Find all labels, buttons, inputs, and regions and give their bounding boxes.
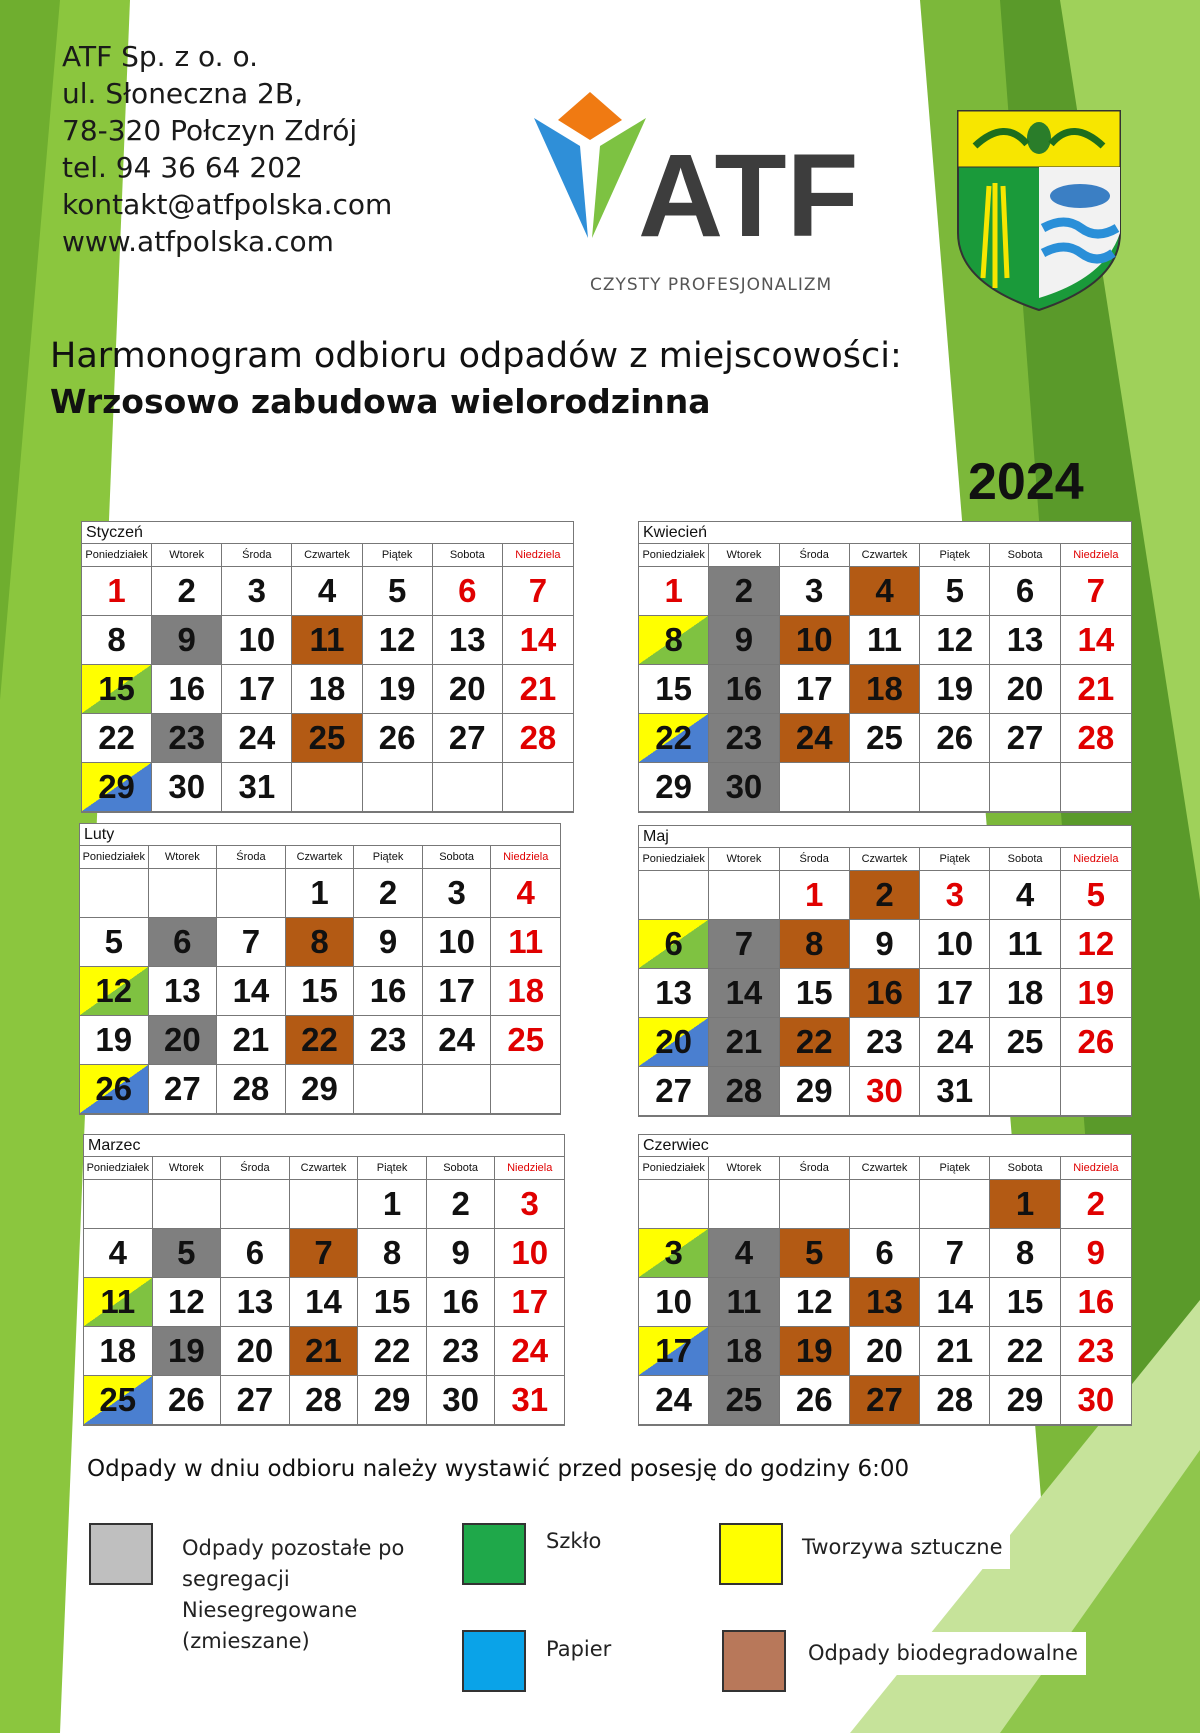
empty-day-cell — [423, 1065, 492, 1114]
day-cell: 29 — [639, 763, 709, 812]
weekday-header: Czwartek — [850, 848, 920, 871]
empty-day-cell — [503, 763, 573, 812]
day-cell: 9 — [709, 616, 779, 665]
day-cell: 25 — [491, 1016, 560, 1065]
day-cell: 21 — [503, 665, 573, 714]
weekday-header: Wtorek — [152, 544, 222, 567]
day-cell: 29 — [358, 1376, 427, 1425]
day-cell: 20 — [639, 1018, 709, 1067]
day-cell: 6 — [433, 567, 503, 616]
atf-logo — [528, 88, 868, 298]
day-cell: 15 — [82, 665, 152, 714]
day-cell: 1 — [358, 1180, 427, 1229]
legend-swatch-paper — [462, 1630, 526, 1692]
day-cell: 7 — [503, 567, 573, 616]
day-cell: 23 — [354, 1016, 423, 1065]
day-cell: 31 — [222, 763, 292, 812]
day-cell: 2 — [427, 1180, 496, 1229]
company-contact — [62, 38, 392, 260]
weekday-header: Niedziela — [1061, 848, 1131, 871]
weekday-header: Niedziela — [503, 544, 573, 567]
empty-day-cell — [990, 763, 1060, 812]
day-cell: 1 — [780, 871, 850, 920]
empty-day-cell — [850, 1180, 920, 1229]
day-cell: 16 — [427, 1278, 496, 1327]
empty-day-cell — [709, 871, 779, 920]
day-cell: 27 — [433, 714, 503, 763]
day-cell: 12 — [363, 616, 433, 665]
day-cell: 14 — [290, 1278, 359, 1327]
day-cell: 27 — [221, 1376, 290, 1425]
empty-day-cell — [292, 763, 362, 812]
empty-day-cell — [491, 1065, 560, 1114]
legend-swatch-bio — [722, 1630, 786, 1692]
day-cell: 15 — [780, 969, 850, 1018]
weekday-header: Środa — [217, 846, 286, 869]
crest-icon — [955, 108, 1123, 313]
legend-label-bio: Odpady biodegradowalne — [800, 1632, 1086, 1675]
day-cell: 19 — [80, 1016, 149, 1065]
month-name: Czerwiec — [639, 1135, 1131, 1157]
day-cell: 6 — [221, 1229, 290, 1278]
day-cell: 13 — [433, 616, 503, 665]
day-cell: 14 — [217, 967, 286, 1016]
weekday-header: Poniedziałek — [639, 1157, 709, 1180]
day-cell: 10 — [222, 616, 292, 665]
day-cell: 5 — [363, 567, 433, 616]
day-cell: 24 — [780, 714, 850, 763]
calendar-april — [638, 521, 1132, 813]
day-cell: 29 — [82, 763, 152, 812]
day-cell: 12 — [80, 967, 149, 1016]
day-cell: 10 — [780, 616, 850, 665]
empty-day-cell — [920, 763, 990, 812]
day-cell: 6 — [639, 920, 709, 969]
weekday-header: Piątek — [363, 544, 433, 567]
day-cell: 24 — [222, 714, 292, 763]
empty-day-cell — [1061, 1067, 1131, 1116]
day-cell: 16 — [709, 665, 779, 714]
day-cell: 20 — [850, 1327, 920, 1376]
day-cell: 23 — [850, 1018, 920, 1067]
day-cell: 18 — [491, 967, 560, 1016]
day-cell: 1 — [82, 567, 152, 616]
day-cell: 28 — [503, 714, 573, 763]
day-cell: 26 — [80, 1065, 149, 1114]
empty-day-cell — [709, 1180, 779, 1229]
day-cell: 20 — [990, 665, 1060, 714]
day-cell: 19 — [363, 665, 433, 714]
day-cell: 23 — [427, 1327, 496, 1376]
day-cell: 23 — [152, 714, 222, 763]
day-cell: 30 — [152, 763, 222, 812]
day-cell: 13 — [850, 1278, 920, 1327]
calendar-january — [81, 521, 574, 813]
day-cell: 3 — [639, 1229, 709, 1278]
calendar-may — [638, 825, 1132, 1117]
day-cell: 9 — [427, 1229, 496, 1278]
company-website: www.atfpolska.com — [62, 225, 334, 258]
day-cell: 25 — [709, 1376, 779, 1425]
pickup-note: Odpady w dniu odbioru należy wystawić przed posesję do godziny 6:00 — [87, 1456, 910, 1482]
day-cell: 14 — [709, 969, 779, 1018]
empty-day-cell — [639, 871, 709, 920]
day-cell: 21 — [920, 1327, 990, 1376]
day-cell: 27 — [850, 1376, 920, 1425]
month-name: Styczeń — [82, 522, 573, 544]
day-cell: 15 — [990, 1278, 1060, 1327]
day-cell: 14 — [1061, 616, 1131, 665]
weekday-header: Wtorek — [153, 1157, 222, 1180]
day-cell: 7 — [709, 920, 779, 969]
day-cell: 9 — [152, 616, 222, 665]
day-cell: 19 — [1061, 969, 1131, 1018]
day-cell: 5 — [1061, 871, 1131, 920]
weekday-header: Poniedziałek — [639, 544, 709, 567]
day-cell: 6 — [990, 567, 1060, 616]
day-cell: 5 — [80, 918, 149, 967]
empty-day-cell — [80, 869, 149, 918]
day-cell: 8 — [286, 918, 355, 967]
day-cell: 21 — [1061, 665, 1131, 714]
weekday-header: Sobota — [990, 544, 1060, 567]
day-cell: 11 — [990, 920, 1060, 969]
day-cell: 17 — [495, 1278, 564, 1327]
weekday-header: Środa — [222, 544, 292, 567]
weekday-header: Wtorek — [709, 1157, 779, 1180]
day-cell: 6 — [149, 918, 218, 967]
day-cell: 18 — [990, 969, 1060, 1018]
day-cell: 12 — [153, 1278, 222, 1327]
day-cell: 12 — [1061, 920, 1131, 969]
weekday-header: Piątek — [920, 848, 990, 871]
weekday-header: Piątek — [354, 846, 423, 869]
empty-day-cell — [354, 1065, 423, 1114]
day-cell: 4 — [709, 1229, 779, 1278]
day-cell: 2 — [1061, 1180, 1131, 1229]
empty-day-cell — [920, 1180, 990, 1229]
month-name: Kwiecień — [639, 522, 1131, 544]
day-cell: 19 — [920, 665, 990, 714]
empty-day-cell — [780, 763, 850, 812]
weekday-header: Piątek — [920, 1157, 990, 1180]
day-cell: 11 — [292, 616, 362, 665]
day-cell: 7 — [290, 1229, 359, 1278]
empty-day-cell — [217, 869, 286, 918]
weekday-header: Sobota — [990, 848, 1060, 871]
day-cell: 15 — [639, 665, 709, 714]
day-cell: 3 — [920, 871, 990, 920]
day-cell: 30 — [850, 1067, 920, 1116]
day-cell: 10 — [639, 1278, 709, 1327]
empty-day-cell — [363, 763, 433, 812]
day-cell: 11 — [84, 1278, 153, 1327]
day-cell: 31 — [920, 1067, 990, 1116]
day-cell: 24 — [639, 1376, 709, 1425]
day-cell: 29 — [286, 1065, 355, 1114]
day-cell: 28 — [709, 1067, 779, 1116]
day-cell: 3 — [780, 567, 850, 616]
weekday-header: Środa — [780, 544, 850, 567]
day-cell: 22 — [82, 714, 152, 763]
day-cell: 15 — [286, 967, 355, 1016]
day-cell: 22 — [286, 1016, 355, 1065]
logo-tagline: CZYSTY PROFESJONALIZM — [590, 275, 833, 295]
day-cell: 17 — [222, 665, 292, 714]
day-cell: 12 — [920, 616, 990, 665]
day-cell: 30 — [1061, 1376, 1131, 1425]
day-cell: 18 — [292, 665, 362, 714]
day-cell: 3 — [222, 567, 292, 616]
empty-day-cell — [780, 1180, 850, 1229]
empty-day-cell — [639, 1180, 709, 1229]
company-email: kontakt@atfpolska.com — [62, 188, 393, 221]
day-cell: 7 — [920, 1229, 990, 1278]
weekday-header: Niedziela — [1061, 544, 1131, 567]
day-cell: 4 — [491, 869, 560, 918]
day-cell: 4 — [84, 1229, 153, 1278]
day-cell: 2 — [152, 567, 222, 616]
company-city: 78-320 Połczyn Zdrój — [62, 114, 358, 147]
day-cell: 19 — [153, 1327, 222, 1376]
day-cell: 28 — [217, 1065, 286, 1114]
day-cell: 11 — [709, 1278, 779, 1327]
day-cell: 28 — [1061, 714, 1131, 763]
day-cell: 30 — [709, 763, 779, 812]
day-cell: 19 — [780, 1327, 850, 1376]
weekday-header: Czwartek — [850, 544, 920, 567]
day-cell: 31 — [495, 1376, 564, 1425]
day-cell: 10 — [423, 918, 492, 967]
day-cell: 2 — [354, 869, 423, 918]
day-cell: 2 — [709, 567, 779, 616]
day-cell: 10 — [920, 920, 990, 969]
day-cell: 26 — [780, 1376, 850, 1425]
day-cell: 14 — [920, 1278, 990, 1327]
weekday-header: Piątek — [920, 544, 990, 567]
logo-text: ATF — [638, 130, 859, 262]
day-cell: 21 — [217, 1016, 286, 1065]
empty-day-cell — [221, 1180, 290, 1229]
year-label: 2024 — [968, 453, 1084, 511]
calendar-february — [79, 823, 561, 1115]
empty-day-cell — [990, 1067, 1060, 1116]
day-cell: 4 — [292, 567, 362, 616]
day-cell: 25 — [850, 714, 920, 763]
weekday-header: Poniedziałek — [84, 1157, 153, 1180]
day-cell: 8 — [82, 616, 152, 665]
day-cell: 26 — [153, 1376, 222, 1425]
day-cell: 20 — [149, 1016, 218, 1065]
weekday-header: Środa — [221, 1157, 290, 1180]
empty-day-cell — [153, 1180, 222, 1229]
empty-day-cell — [433, 763, 503, 812]
empty-day-cell — [850, 763, 920, 812]
weekday-header: Poniedziałek — [639, 848, 709, 871]
empty-day-cell — [290, 1180, 359, 1229]
day-cell: 18 — [850, 665, 920, 714]
weekday-header: Niedziela — [491, 846, 560, 869]
month-name: Marzec — [84, 1135, 564, 1157]
month-name: Luty — [80, 824, 560, 846]
day-cell: 17 — [423, 967, 492, 1016]
weekday-header: Czwartek — [286, 846, 355, 869]
weekday-header: Czwartek — [292, 544, 362, 567]
company-name: ATF Sp. z o. o. — [62, 40, 259, 73]
day-cell: 5 — [920, 567, 990, 616]
day-cell: 12 — [780, 1278, 850, 1327]
day-cell: 7 — [1061, 567, 1131, 616]
empty-day-cell — [1061, 763, 1131, 812]
day-cell: 4 — [990, 871, 1060, 920]
company-phone: tel. 94 36 64 202 — [62, 151, 303, 184]
day-cell: 28 — [920, 1376, 990, 1425]
day-cell: 14 — [503, 616, 573, 665]
legend-label-mixed: Odpady pozostałe po segregacji Niesegregowane (zmieszane) — [182, 1536, 405, 1653]
day-cell: 16 — [1061, 1278, 1131, 1327]
weekday-header: Czwartek — [290, 1157, 359, 1180]
day-cell: 11 — [850, 616, 920, 665]
legend-label-glass: Szkło — [546, 1529, 602, 1553]
day-cell: 27 — [639, 1067, 709, 1116]
weekday-header: Sobota — [423, 846, 492, 869]
day-cell: 7 — [217, 918, 286, 967]
weekday-header: Poniedziałek — [80, 846, 149, 869]
page-subtitle: Wrzosowo zabudowa wielorodzinna — [50, 382, 711, 421]
day-cell: 23 — [709, 714, 779, 763]
calendar-march — [83, 1134, 565, 1426]
weekday-header: Czwartek — [850, 1157, 920, 1180]
weekday-header: Wtorek — [709, 544, 779, 567]
weekday-header: Wtorek — [149, 846, 218, 869]
day-cell: 22 — [639, 714, 709, 763]
company-street: ul. Słoneczna 2B, — [62, 77, 303, 110]
day-cell: 25 — [292, 714, 362, 763]
day-cell: 9 — [850, 920, 920, 969]
day-cell: 2 — [850, 871, 920, 920]
day-cell: 27 — [149, 1065, 218, 1114]
calendar-june — [638, 1134, 1132, 1426]
day-cell: 8 — [358, 1229, 427, 1278]
day-cell: 17 — [639, 1327, 709, 1376]
weekday-header: Wtorek — [709, 848, 779, 871]
page-title: Harmonogram odbioru odpadów z miejscowości: — [50, 336, 902, 376]
weekday-header: Niedziela — [495, 1157, 564, 1180]
day-cell: 25 — [84, 1376, 153, 1425]
day-cell: 17 — [920, 969, 990, 1018]
month-name: Maj — [639, 826, 1131, 848]
day-cell: 26 — [1061, 1018, 1131, 1067]
weekday-header: Sobota — [990, 1157, 1060, 1180]
empty-day-cell — [84, 1180, 153, 1229]
weekday-header: Sobota — [427, 1157, 496, 1180]
day-cell: 10 — [495, 1229, 564, 1278]
day-cell: 29 — [780, 1067, 850, 1116]
empty-day-cell — [149, 869, 218, 918]
day-cell: 1 — [286, 869, 355, 918]
day-cell: 8 — [780, 920, 850, 969]
legend-label-paper: Papier — [546, 1637, 612, 1661]
day-cell: 16 — [354, 967, 423, 1016]
day-cell: 28 — [290, 1376, 359, 1425]
day-cell: 11 — [491, 918, 560, 967]
day-cell: 3 — [423, 869, 492, 918]
day-cell: 18 — [709, 1327, 779, 1376]
legend-label-plastic: Tworzywa sztuczne — [794, 1526, 1010, 1569]
day-cell: 17 — [780, 665, 850, 714]
day-cell: 20 — [433, 665, 503, 714]
legend-swatch-mixed — [89, 1523, 153, 1585]
day-cell: 13 — [639, 969, 709, 1018]
day-cell: 22 — [358, 1327, 427, 1376]
day-cell: 30 — [427, 1376, 496, 1425]
day-cell: 24 — [495, 1327, 564, 1376]
weekday-header: Środa — [780, 1157, 850, 1180]
day-cell: 25 — [990, 1018, 1060, 1067]
day-cell: 6 — [850, 1229, 920, 1278]
day-cell: 24 — [423, 1016, 492, 1065]
day-cell: 9 — [354, 918, 423, 967]
day-cell: 29 — [990, 1376, 1060, 1425]
legend-swatch-plastic — [719, 1523, 783, 1585]
day-cell: 8 — [990, 1229, 1060, 1278]
legend-swatch-glass — [462, 1523, 526, 1585]
day-cell: 5 — [780, 1229, 850, 1278]
day-cell: 13 — [221, 1278, 290, 1327]
day-cell: 26 — [363, 714, 433, 763]
day-cell: 23 — [1061, 1327, 1131, 1376]
weekday-header: Piątek — [358, 1157, 427, 1180]
weekday-header: Poniedziałek — [82, 544, 152, 567]
day-cell: 22 — [780, 1018, 850, 1067]
day-cell: 16 — [850, 969, 920, 1018]
day-cell: 13 — [149, 967, 218, 1016]
day-cell: 22 — [990, 1327, 1060, 1376]
day-cell: 8 — [639, 616, 709, 665]
day-cell: 21 — [290, 1327, 359, 1376]
weekday-header: Środa — [780, 848, 850, 871]
day-cell: 1 — [639, 567, 709, 616]
day-cell: 5 — [153, 1229, 222, 1278]
day-cell: 13 — [990, 616, 1060, 665]
day-cell: 15 — [358, 1278, 427, 1327]
day-cell: 3 — [495, 1180, 564, 1229]
day-cell: 26 — [920, 714, 990, 763]
day-cell: 27 — [990, 714, 1060, 763]
day-cell: 1 — [990, 1180, 1060, 1229]
day-cell: 9 — [1061, 1229, 1131, 1278]
day-cell: 16 — [152, 665, 222, 714]
day-cell: 18 — [84, 1327, 153, 1376]
day-cell: 24 — [920, 1018, 990, 1067]
weekday-header: Niedziela — [1061, 1157, 1131, 1180]
day-cell: 21 — [709, 1018, 779, 1067]
weekday-header: Sobota — [433, 544, 503, 567]
day-cell: 4 — [850, 567, 920, 616]
day-cell: 20 — [221, 1327, 290, 1376]
